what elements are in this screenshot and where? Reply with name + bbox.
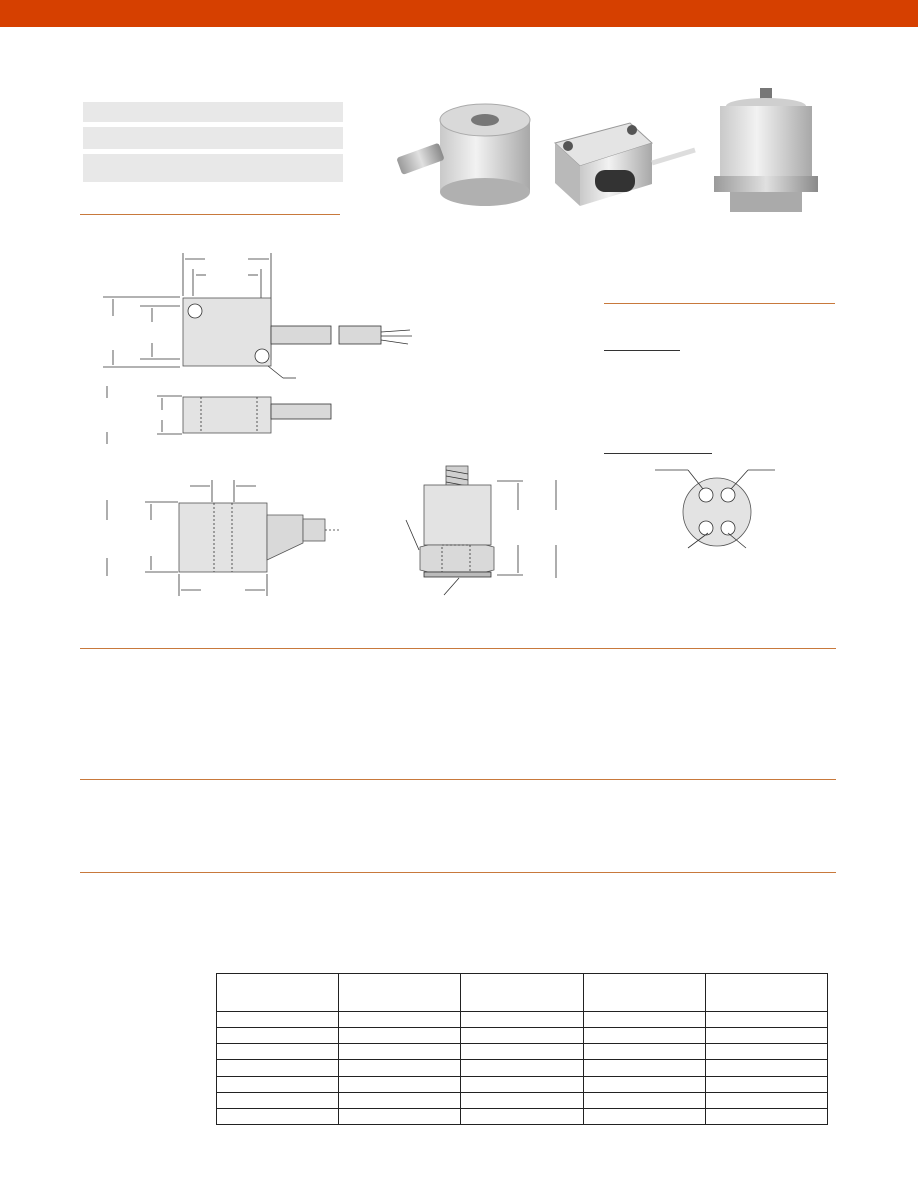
table-cell [217,1044,339,1060]
table-cell [705,1060,827,1076]
table-header-cell [583,974,705,1012]
table-cell [583,1044,705,1060]
section-rule-1 [80,648,836,649]
table-cell [339,1092,461,1108]
table-cell [705,1044,827,1060]
table-cell [217,1060,339,1076]
table-row [217,1092,828,1108]
table-cell [461,1076,583,1092]
table-cell [339,1076,461,1092]
table-cell [217,1108,339,1124]
table-cell [217,1076,339,1092]
table-row [217,1060,828,1076]
section-rule-2 [80,779,836,780]
table-cell [339,1012,461,1028]
table-cell [339,1044,461,1060]
table-header-cell [339,974,461,1012]
table-header-cell [705,974,827,1012]
table-row [217,1076,828,1092]
section-rule-right [604,303,835,304]
table-cell [583,1092,705,1108]
table-cell [461,1044,583,1060]
table-cell [583,1012,705,1028]
table-cell [705,1092,827,1108]
table-cell [339,1060,461,1076]
table-cell [461,1060,583,1076]
table-cell [705,1012,827,1028]
subheading-underline-2 [604,453,712,454]
subheading-underline-1 [604,350,680,351]
table-cell [705,1028,827,1044]
table-header-row [217,974,828,1012]
table-cell [461,1012,583,1028]
table-cell [217,1012,339,1028]
table-cell [217,1028,339,1044]
table-cell [461,1092,583,1108]
table-row [217,1044,828,1060]
table-cell [461,1108,583,1124]
table-row [217,1012,828,1028]
table-cell [339,1108,461,1124]
table-cell [339,1028,461,1044]
table-cell [705,1108,827,1124]
table-cell [583,1060,705,1076]
table-row [217,1108,828,1124]
table-cell [705,1076,827,1092]
table-cell [583,1028,705,1044]
table-row [217,1028,828,1044]
table-cell [583,1076,705,1092]
table-cell [461,1028,583,1044]
table-cell [217,1092,339,1108]
table-header-cell [461,974,583,1012]
section-rule-3 [80,872,836,873]
specifications-table [216,973,828,1125]
table-header-cell [217,974,339,1012]
table-cell [583,1108,705,1124]
